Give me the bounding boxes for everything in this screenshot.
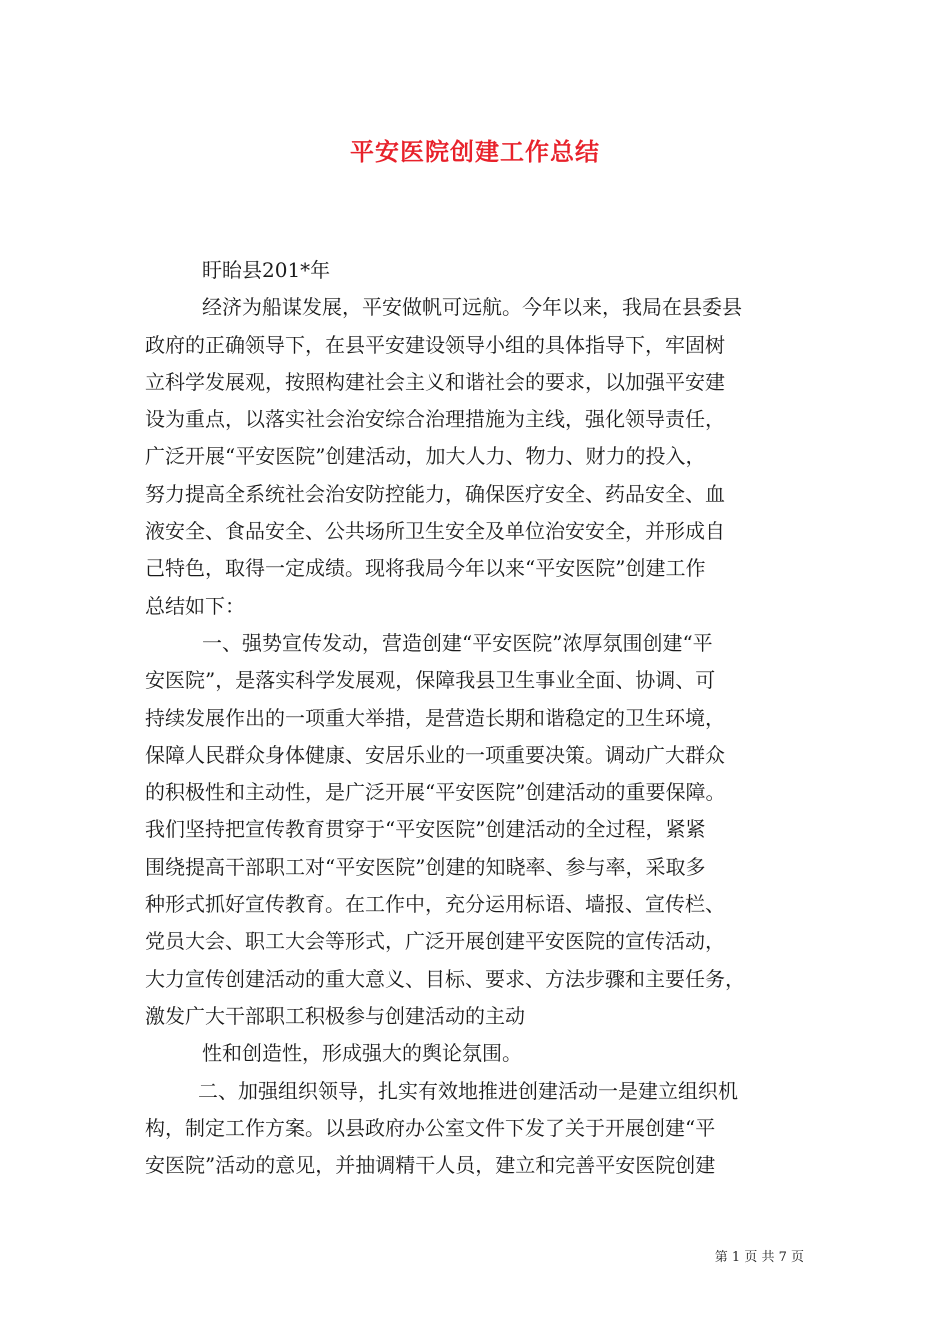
- text-line: 经济为船谋发展，平安做帆可远航。今年以来，我局在县委县: [202, 295, 742, 320]
- text-line: 党员大会、职工大会等形式，广泛开展创建平安医院的宣传活动，: [145, 929, 725, 954]
- text-line: 保障人民群众身体健康、安居乐业的一项重要决策。调动广大群众: [145, 742, 725, 767]
- text-line: 安医院”，是落实科学发展观，保障我县卫生事业全面、协调、可: [145, 668, 716, 693]
- text-line: 二、加强组织领导，扎实有效地推进创建活动一是建立组织机: [198, 1078, 738, 1103]
- text-line: 立科学发展观，按照构建社会主义和谐社会的要求，以加强平安建: [145, 369, 725, 394]
- text-line: 液安全、食品安全、公共场所卫生安全及单位治安安全，并形成自: [145, 519, 725, 544]
- text-line: 努力提高全系统社会治安防控能力，确保医疗安全、药品安全、血: [145, 481, 725, 506]
- text-line: 一、强势宣传发动，营造创建“平安医院”浓厚氛围创建“平: [202, 630, 713, 655]
- text-line: 围绕提高干部职工对“平安医院”创建的知晓率、参与率，采取多: [145, 854, 706, 879]
- text-line: 广泛开展“平安医院”创建活动，加大人力、物力、财力的投入，: [145, 444, 706, 469]
- text-line: 我们坚持把宣传教育贯穿于“平安医院”创建活动的全过程，紧紧: [145, 817, 706, 842]
- text-line: 性和创造性，形成强大的舆论氛围。: [202, 1041, 522, 1066]
- text-line: 持续发展作出的一项重大举措，是营造长期和谐稳定的卫生环境，: [145, 705, 725, 730]
- text-line: 种形式抓好宣传教育。在工作中，充分运用标语、墙报、宣传栏、: [145, 892, 725, 917]
- text-line: 构，制定工作方案。以县政府办公室文件下发了关于开展创建“平: [145, 1115, 716, 1140]
- text-line: 激发广大干部职工积极参与创建活动的主动: [145, 1003, 525, 1028]
- text-line: 总结如下：: [145, 593, 245, 618]
- text-line: 的积极性和主动性，是广泛开展“平安医院”创建活动的重要保障。: [145, 780, 726, 805]
- page-number-footer: 第 1 页 共 7 页: [714, 1250, 804, 1265]
- text-line: 盱眙县201*年: [202, 258, 331, 282]
- text-line: 政府的正确领导下，在县平安建设领导小组的具体指导下，牢固树: [145, 332, 725, 357]
- text-line: 安医院”活动的意见，并抽调精干人员，建立和完善平安医院创建: [145, 1153, 716, 1178]
- document-body: [145, 252, 805, 1184]
- text-line: 己特色，取得一定成绩。现将我局今年以来“平安医院”创建工作: [145, 556, 706, 581]
- text-line: 设为重点，以落实社会治安综合治理措施为主线，强化领导责任，: [145, 407, 725, 432]
- document-title: 平安医院创建工作总结: [350, 137, 600, 166]
- text-line: 大力宣传创建活动的重大意义、目标、要求、方法步骤和主要任务，: [145, 966, 745, 991]
